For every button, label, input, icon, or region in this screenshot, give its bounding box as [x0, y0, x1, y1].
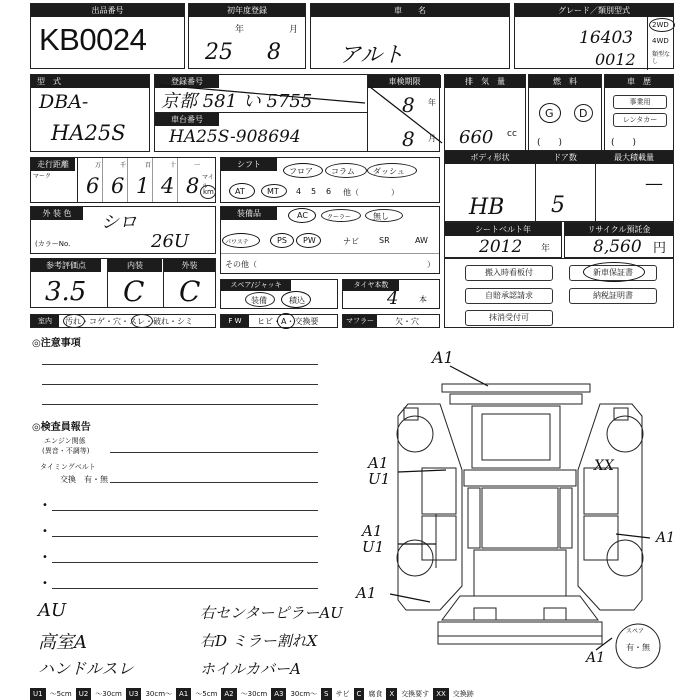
doc-insurance-claim: 自賠承認請求	[465, 288, 553, 304]
inspection-label: 車検期限	[368, 75, 441, 88]
mark-left-bottom-a1: A1	[356, 584, 377, 602]
mile-label: マイル	[202, 174, 214, 190]
legend-val-u2: ～30cm	[91, 688, 126, 700]
equip-navi: ナビ	[343, 237, 359, 246]
legend-key-c: C	[354, 688, 365, 700]
legend-key-u3: U3	[126, 688, 142, 700]
front-right-wheel	[607, 408, 643, 452]
model-box	[30, 74, 150, 152]
equip-none-oval	[365, 209, 403, 222]
seatbelt-value: 2012	[479, 237, 523, 257]
first-registration-label: 初年度登録	[189, 4, 305, 17]
remark-left-1: AU	[38, 600, 67, 621]
equip-sr: SR	[379, 236, 390, 245]
engine-label: エンジン関係	[44, 437, 86, 445]
equip-cooler-oval	[321, 209, 361, 222]
mark-left-rear-u1: U1	[362, 538, 385, 556]
fw-a-circle	[277, 313, 295, 329]
shift-dash: ダッシュ	[373, 167, 405, 176]
km-circle	[200, 185, 216, 199]
interior-value: C	[123, 275, 145, 308]
report-line-3	[52, 562, 318, 563]
inspection-strikethrough	[366, 85, 444, 145]
tools-loaded: 積込	[289, 296, 305, 305]
fuel-diesel-circle	[574, 104, 593, 122]
engine-line	[110, 452, 318, 453]
fuel-box	[528, 74, 602, 152]
capacity-value: —	[645, 173, 663, 194]
shift-4: 4	[296, 187, 302, 196]
legend-val-x: 交換要す	[397, 688, 433, 700]
mileage-cell-1	[103, 158, 128, 202]
caution-line-1	[42, 364, 318, 365]
mark-right-a1: A1	[656, 530, 676, 546]
caution-line-3	[42, 404, 318, 405]
unit-ichi: 一	[194, 162, 201, 169]
timing-options: 交換 有・無	[60, 475, 108, 484]
displacement-label: 排 気 量	[445, 75, 525, 88]
history-box	[604, 74, 674, 152]
report-line-4	[52, 588, 318, 589]
left-body-outline	[398, 404, 462, 610]
mark-front-a1: A1	[432, 348, 454, 367]
legend-key-a2: A2	[221, 688, 236, 700]
mileage-cell-3	[153, 158, 178, 202]
recycle-label: リサイクル預託金	[565, 223, 673, 236]
shift-mt: MT	[267, 187, 279, 196]
report-line-1	[52, 510, 318, 511]
legend-val-a1: ～5cm	[191, 688, 221, 700]
mark-bottom-a1: A1	[586, 650, 606, 666]
mileage-cell-4	[178, 158, 202, 202]
grade-label: グレード／類別型式	[515, 4, 673, 17]
first-registration-box	[188, 3, 306, 69]
legend-val-c: 腐食	[364, 688, 386, 700]
equip-pw: PW	[303, 236, 316, 245]
tires-box	[342, 279, 440, 309]
history-label: 車 歴	[605, 75, 673, 88]
doc-tax-certificate: 納税証明書	[569, 288, 657, 304]
legend-key-u1: U1	[30, 688, 46, 700]
legend-val-a2: ～30cm	[237, 688, 272, 700]
chassis-number: HA25S-908694	[169, 127, 301, 147]
rear-bumper	[438, 608, 602, 644]
right-doors	[584, 468, 618, 560]
unit-juu: 十	[170, 162, 177, 169]
recycle-value: 8,560	[593, 237, 642, 257]
grade-box	[514, 3, 674, 69]
bullet-4: •	[42, 578, 48, 589]
inspection-year: 8	[402, 93, 415, 117]
mileage-digit-2: 1	[136, 174, 150, 198]
mark-left-front-a1: A1	[368, 454, 389, 472]
fw-condition-row	[220, 314, 338, 328]
seatbelt-box	[444, 222, 562, 258]
body-header	[445, 151, 673, 164]
fuel-gasoline: G	[545, 107, 554, 120]
tools-equipped: 装備	[251, 296, 267, 305]
legend-key-x: X	[386, 688, 397, 700]
remark-left-2: 高室A	[38, 632, 87, 653]
legend-val-xx: 交換跡	[449, 688, 478, 700]
shift-floor-circle	[283, 163, 323, 178]
body-type-value: HB	[469, 195, 505, 220]
equip-pw-circle	[296, 233, 321, 248]
registration-strikethrough	[155, 75, 367, 112]
drive-4wd: 4WD	[652, 37, 669, 45]
shift-at: AT	[235, 187, 245, 196]
drive-2wd: 2WD	[652, 21, 669, 29]
color-label: 外 装 色	[31, 207, 83, 220]
displacement-unit: cc	[507, 129, 517, 139]
tires-label: タイヤ本数	[343, 280, 399, 291]
equip-power-steer: パワステ	[225, 239, 249, 246]
muffler-condition-row	[342, 314, 440, 328]
equip-ac: AC	[297, 211, 308, 220]
inspection-year-unit: 年	[428, 98, 436, 107]
legend-key-s: S	[321, 688, 331, 700]
doc-sign-board: 搬入時看板付	[465, 265, 553, 281]
shift-at-circle	[229, 183, 255, 199]
mileage-label: 走行距離	[31, 158, 75, 171]
chassis-label: 車台番号	[155, 113, 219, 126]
equip-aw: AW	[415, 236, 428, 245]
report-line-2	[52, 536, 318, 537]
interior-chip: 室内	[31, 315, 59, 327]
interior-conditions: 汚れ・コゲ・穴・スレ・破れ・シミ	[65, 317, 193, 326]
fuel-gasoline-circle	[539, 103, 561, 123]
exterior-label: 外装	[164, 259, 215, 272]
recycle-box	[564, 222, 674, 258]
equipment-box	[220, 206, 440, 274]
shift-6: 6	[326, 187, 332, 196]
fw-chip: F W	[221, 315, 249, 327]
displacement-value: 660	[459, 127, 494, 148]
car-name-box	[310, 3, 510, 69]
mileage-digit-3: 4	[161, 174, 175, 198]
color-code-label: (カラーNo.	[35, 240, 71, 248]
seatbelt-unit: 年	[541, 244, 551, 254]
equip-divider	[221, 253, 439, 254]
legend-key-u2: U2	[76, 688, 92, 700]
rear-section	[442, 550, 598, 620]
timing-label: タイミングベルト	[40, 463, 96, 471]
equip-ps-circle	[270, 233, 294, 248]
legend-key-a1: A1	[176, 688, 191, 700]
unit-hyaku: 百	[145, 162, 152, 169]
color-box	[30, 206, 216, 254]
damage-pointers	[390, 366, 650, 650]
front-left-wheel	[397, 408, 433, 452]
legend-key-xx: XX	[433, 688, 449, 700]
model-line-1: DBA-	[39, 91, 89, 113]
mark-left-rear-a1: A1	[362, 522, 383, 540]
shift-column-oval	[325, 163, 367, 178]
registration-label: 登録番号	[155, 75, 219, 88]
registration-number: 京都 581 い 5755	[161, 91, 313, 112]
seatbelt-label: シートベルト年	[445, 223, 561, 236]
remark-right-1: 右センターピラーAU	[200, 604, 343, 622]
fw-options: ヒビ・A・交換要	[257, 317, 319, 326]
doc-new-car-warranty: 新車保証書	[569, 265, 657, 281]
interior-label: 内装	[108, 259, 162, 272]
lot-number-box	[30, 3, 185, 69]
mark-right-xx: XX	[594, 458, 614, 474]
shift-box	[220, 157, 440, 203]
color-code-value: 26U	[151, 231, 190, 252]
muffler-chip: マフラー	[343, 315, 377, 327]
equip-power-steer-circle	[222, 233, 260, 248]
equip-other-label: その他（	[225, 260, 257, 269]
month-unit: 月	[289, 25, 299, 35]
recycle-unit: 円	[653, 241, 667, 256]
grade-line-2: 0012	[595, 50, 636, 69]
remark-left-3: ハンドルスレ	[38, 659, 134, 678]
left-doors	[422, 468, 456, 568]
exterior-value: C	[179, 275, 201, 308]
car-name-label: 車 名	[311, 4, 509, 17]
registration-box	[154, 74, 440, 152]
unit-man: 万	[95, 162, 102, 169]
tools-label: スペア/ジャッキ	[221, 280, 291, 291]
right-body-outline	[578, 404, 642, 610]
equip-none: 無し	[373, 212, 389, 221]
damage-legend	[30, 688, 478, 700]
mileage-grid	[77, 158, 201, 202]
legend-val-a3: 30cm～	[286, 688, 321, 700]
model-label: 型 式	[31, 75, 149, 88]
unit-sen: 千	[120, 162, 127, 169]
body-box	[444, 150, 674, 222]
engine-sub: (異音・不調等)	[42, 447, 90, 455]
equip-other-close: ）	[427, 260, 435, 269]
tires-value: 4	[387, 288, 399, 309]
tools-equipped-oval	[245, 292, 275, 307]
tools-loaded-circle	[281, 291, 311, 308]
doc-warranty-circle	[583, 262, 645, 282]
doors-value: 5	[551, 193, 565, 218]
legend-val-s: サビ	[332, 688, 354, 700]
history-other: ( )	[611, 138, 637, 148]
inspection-month-unit: 月	[428, 134, 436, 143]
interior-condition-row	[30, 314, 216, 328]
registration-year: 25	[205, 40, 233, 65]
documents-box	[444, 258, 674, 328]
stain-circle	[63, 314, 85, 328]
drive-options	[647, 17, 675, 70]
doc-deregistration: 抹消受付可	[465, 310, 553, 326]
lot-number-label: 出品番号	[31, 4, 184, 17]
tools-box	[220, 279, 338, 309]
registration-month: 8	[267, 40, 281, 65]
mileage-digit-1: 6	[111, 174, 125, 198]
roof-outline	[442, 384, 590, 404]
capacity-label: 最大積載量	[614, 153, 654, 162]
mileage-mark-label: マーク	[33, 173, 52, 180]
legend-val-u1: ～5cm	[46, 688, 76, 700]
shift-column: コラム	[331, 167, 355, 176]
history-rental: レンタカー	[613, 113, 667, 127]
rear-right-wheel	[607, 540, 643, 576]
legend-key-a3: A3	[271, 688, 286, 700]
inspection-month: 8	[402, 127, 415, 151]
legend-val-u3: 30cm～	[141, 688, 176, 700]
equipment-label: 装備品	[221, 207, 277, 220]
shift-other: 他（ ）	[343, 188, 399, 197]
shift-floor: フロア	[289, 167, 313, 176]
cabin	[464, 470, 576, 548]
fuel-other: ( )	[537, 138, 563, 148]
hood-panel	[472, 406, 560, 468]
shift-dash-oval	[367, 163, 417, 178]
shift-mt-oval	[261, 184, 287, 198]
type-none: 類型なし	[652, 51, 671, 65]
remark-right-3: ホイルカバーA	[200, 660, 301, 678]
history-business: 事業用	[613, 95, 667, 109]
equip-ps: PS	[277, 236, 287, 245]
body-col-divider-2	[595, 164, 596, 222]
grade-line-1: 16403	[579, 28, 634, 48]
mark-left-front-u1: U1	[368, 470, 391, 488]
timing-line	[110, 482, 318, 483]
caution-line-2	[42, 384, 318, 385]
caution-title: ◎注意事項	[32, 338, 81, 349]
doors-label: ドア数	[553, 153, 577, 162]
score-box	[30, 258, 216, 308]
bullet-2: •	[42, 526, 48, 537]
lot-number: KB0024	[39, 22, 147, 57]
equip-ac-circle	[288, 208, 316, 223]
body-col-divider-1	[535, 164, 536, 222]
inspector-title: ◎検査員報告	[32, 422, 91, 433]
spare-label: スペア	[626, 628, 645, 635]
score-label: 参考評価点	[31, 259, 101, 272]
year-unit: 年	[235, 25, 245, 35]
tires-unit: 本	[419, 295, 427, 304]
equip-cooler: クーラー	[327, 214, 352, 221]
bullet-3: •	[42, 552, 48, 563]
shift-5: 5	[311, 187, 317, 196]
model-line-2: HA25S	[51, 121, 126, 145]
body-type-label: ボディ形状	[470, 153, 510, 162]
shift-label: シフト	[221, 158, 277, 171]
mileage-cell-0	[78, 158, 103, 202]
rear-left-wheel	[397, 540, 433, 576]
muffler-options: 欠・穴	[395, 317, 419, 326]
mileage-digit-0: 6	[86, 174, 100, 198]
car-name: アルト	[339, 43, 405, 68]
drive-2wd-circle	[649, 18, 675, 32]
inspection-section	[367, 75, 441, 152]
scuff-circle	[131, 314, 153, 328]
score-value: 3.5	[45, 277, 87, 307]
mileage-cell-2	[128, 158, 153, 202]
fuel-diesel: D	[579, 107, 588, 120]
mileage-digit-4: 8	[186, 174, 200, 198]
color-value: シロ	[101, 212, 137, 233]
remark-right-2: 右D ミラー割れX	[200, 632, 318, 650]
mileage-box	[30, 157, 216, 203]
km-label: km	[203, 188, 214, 196]
spare-options: 有・無	[626, 643, 650, 652]
fuel-label: 燃 料	[529, 75, 601, 88]
bullet-1: •	[42, 500, 48, 511]
displacement-box	[444, 74, 526, 152]
